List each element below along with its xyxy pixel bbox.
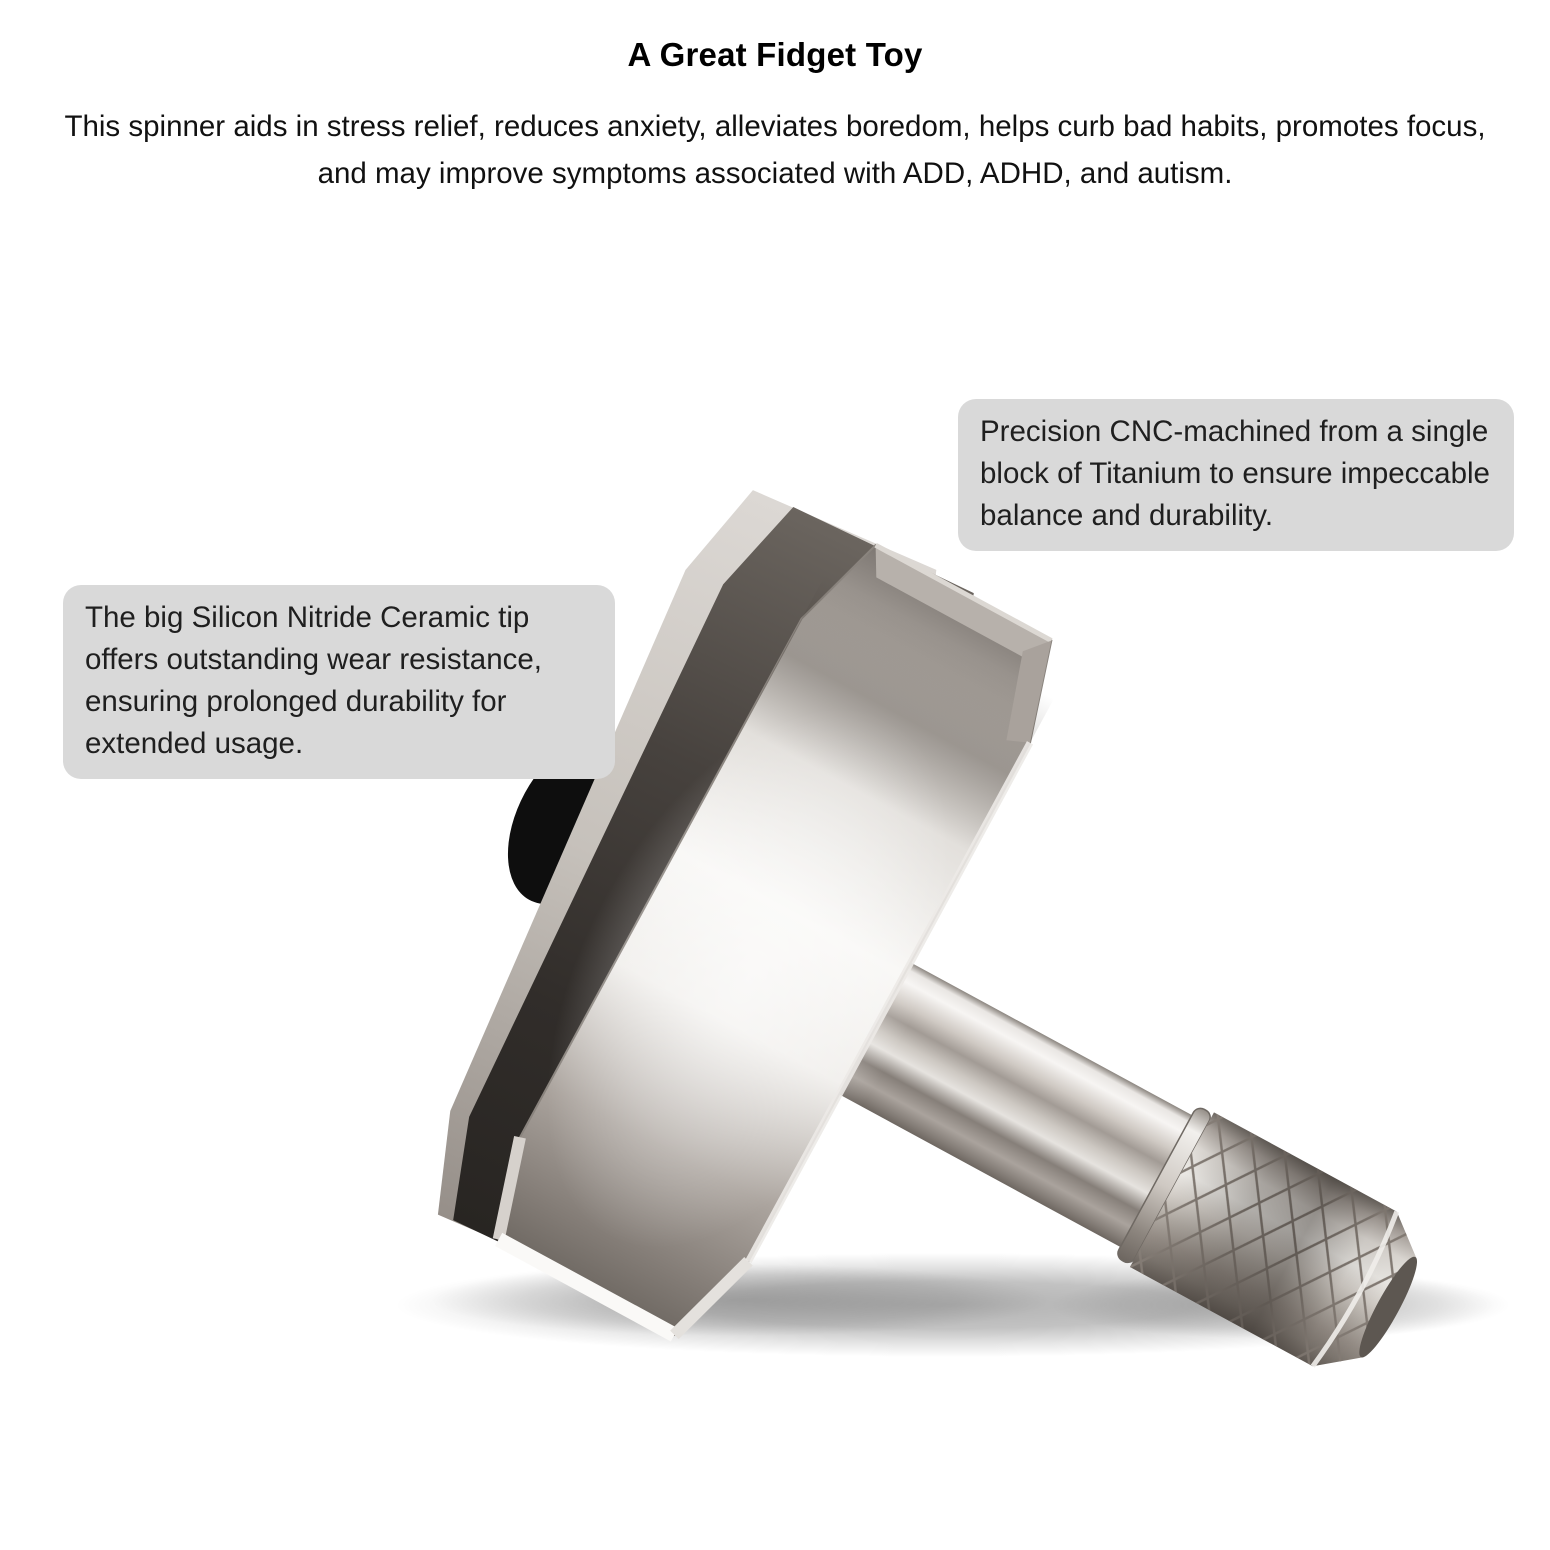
page-title: A Great Fidget Toy [627, 36, 923, 73]
intro-paragraph: This spinner aids in stress relief, reduces anxiety, alleviates boredom, helps curb bad habits, promotes focus, and may improve symptoms associated with ADD, ADHD, and autism. [64, 110, 1486, 190]
callout-material [958, 399, 1514, 551]
callout-material-text: Precision CNC-machined from a single block of Titanium to ensure impeccable balance and durability. [980, 415, 1490, 532]
callout-ceramic-tip-text: The big Silicon Nitride Ceramic tip offers outstanding wear resistance, ensuring prolonged durability for extended usage. [85, 601, 542, 760]
callout-ceramic-tip [63, 585, 615, 779]
